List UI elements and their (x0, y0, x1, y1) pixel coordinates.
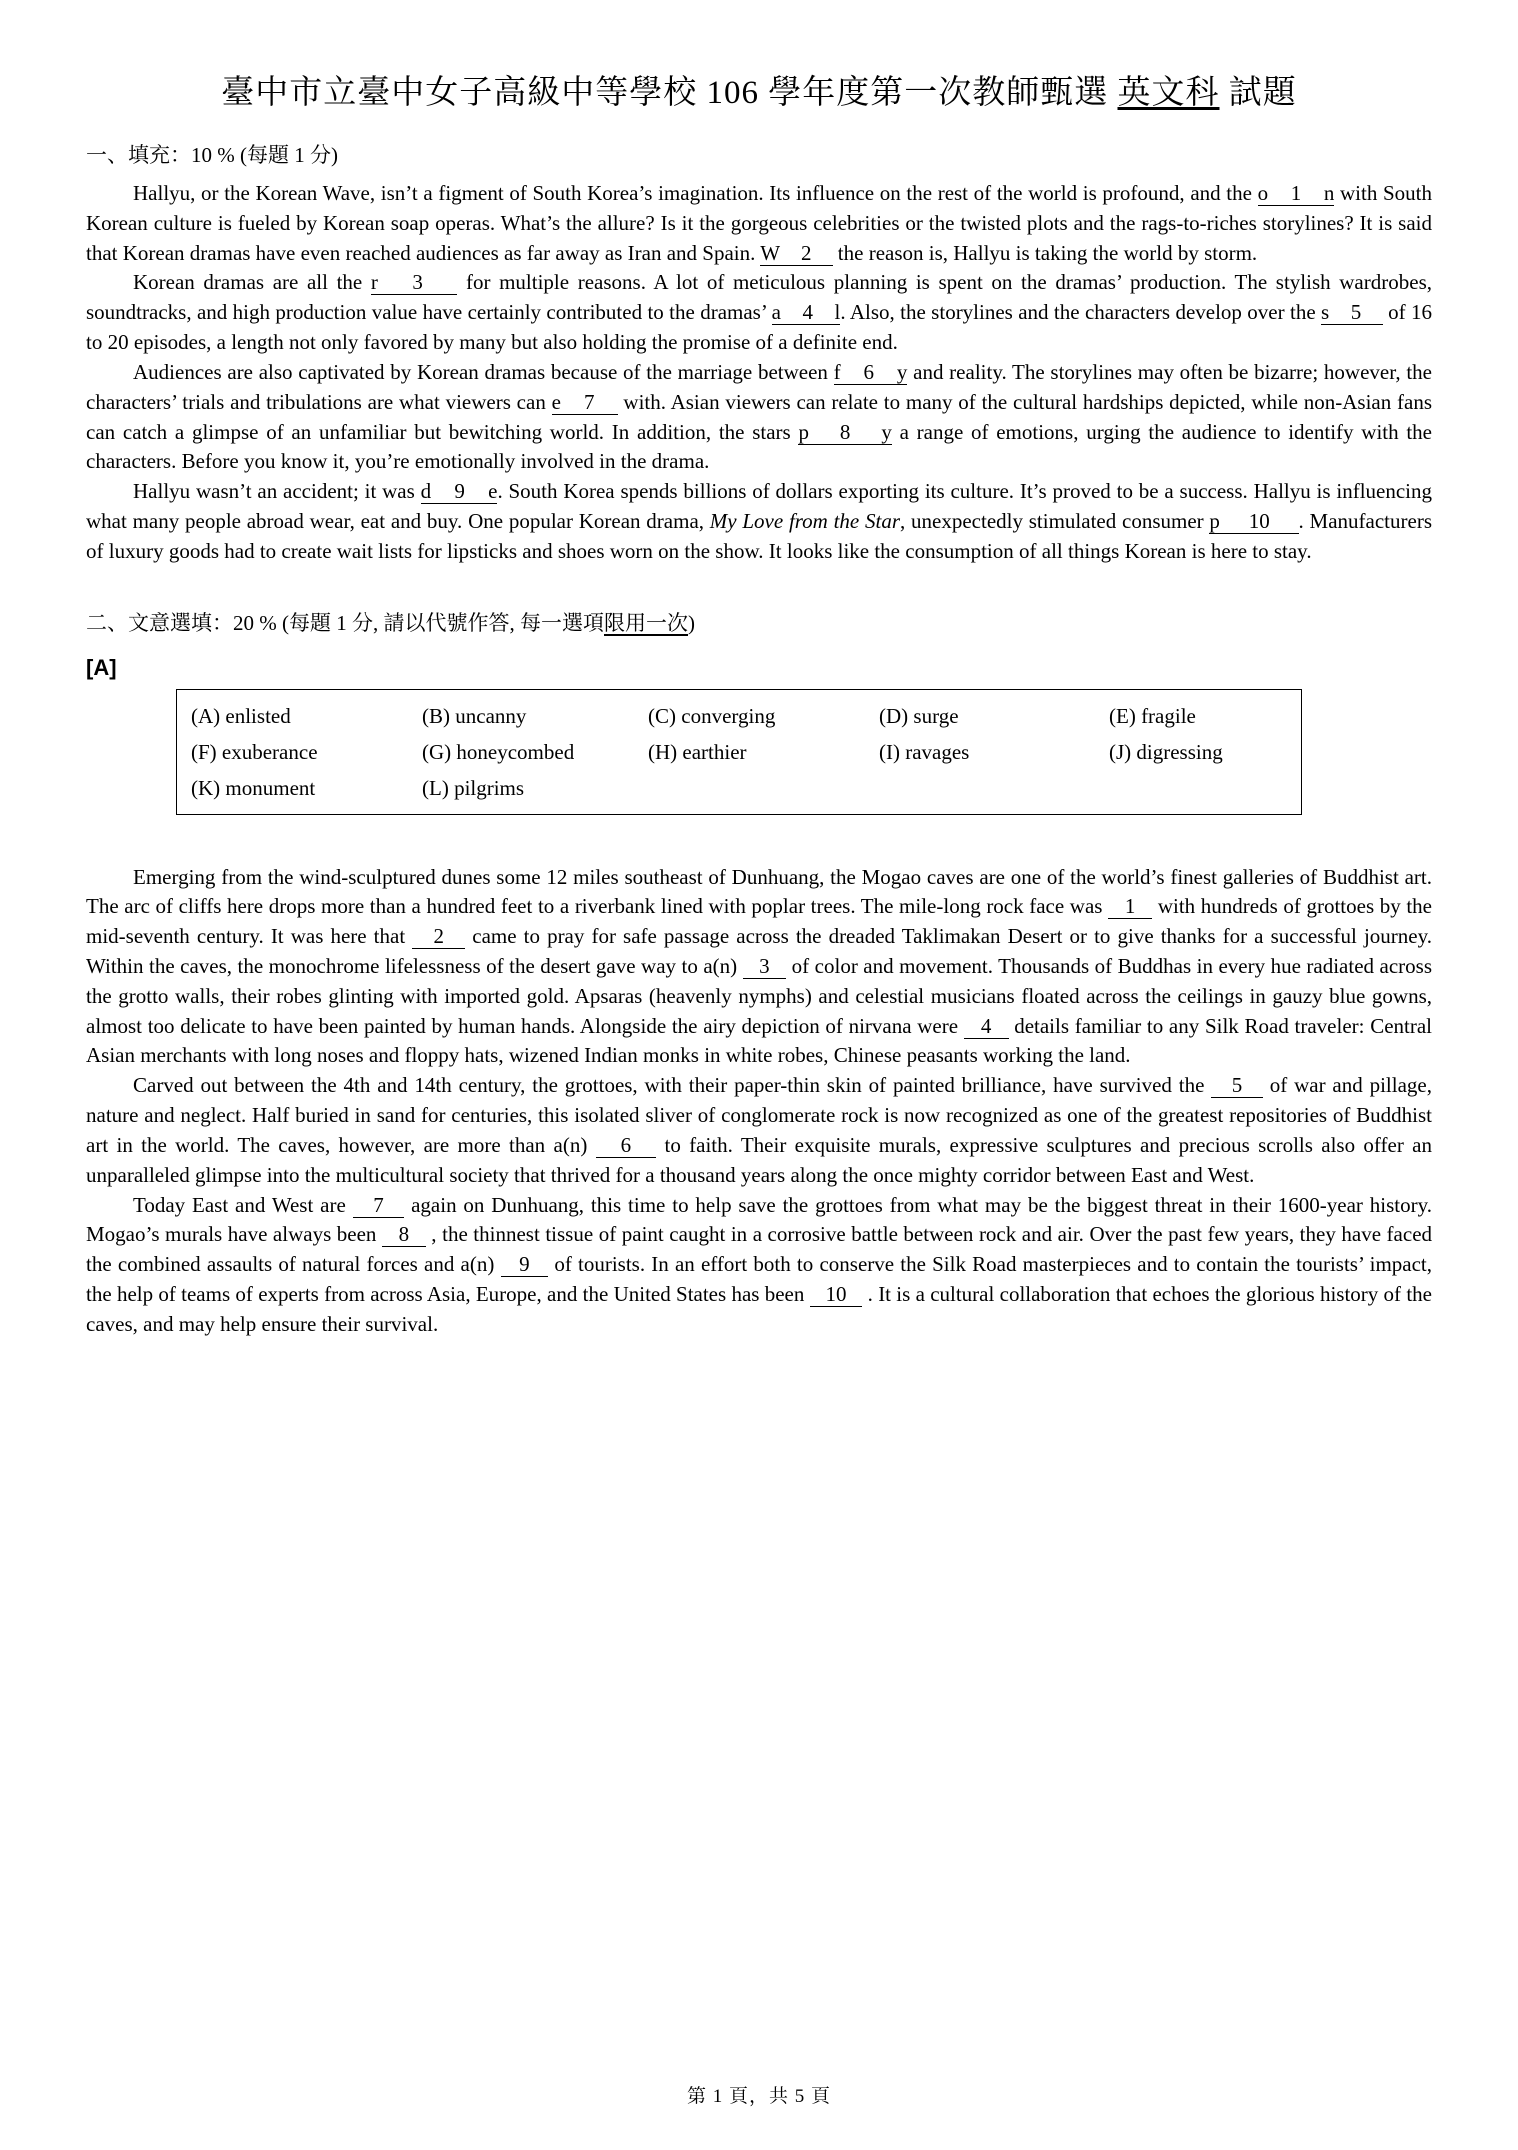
fill-in-blank: 6 (595, 1132, 657, 1157)
fill-in-blank: W 2 (760, 240, 833, 265)
text-run: of tourists. In an effort both to conserve the Silk Road masterpieces and to contain the tourists’ impact, the help of teams of experts from across Asia, Europe, and the United States has been (86, 1252, 1432, 1306)
fill-in-blank: 3 (742, 954, 787, 978)
text-run: to faith. Their exquisite murals, expressive sculptures and precious scrolls also offer an unparalleled glimpse into the multicultural society that thrived for a thousand years along the once mighty corridor between East and West. (86, 1132, 1433, 1187)
option-item: (E) fragile (1109, 703, 1196, 728)
fill-in-blank: e 7 (551, 389, 618, 414)
text-run: Audiences are also captivated by Korean dramas because of the marriage between (133, 359, 834, 384)
text-run: for multiple reasons. A lot of meticulous planning is spent on the dramas’ production. The stylish wardrobes, soundtracks, and high production value have certainly contributed to the dramas’ (86, 270, 1432, 325)
fill-in-blank: 4 (963, 1013, 1009, 1038)
fill-in-blank: r 3 (370, 270, 458, 295)
section2-heading (86, 607, 1432, 637)
text-run: of 16 to 20 episodes, a length not only favored by many but also holding the promise of a definite end. (86, 300, 1433, 355)
text-run: Emerging from the wind-sculptured dunes some 12 miles southeast of Dunhuang, the Mogao caves are one of the world’s finest galleries of Buddhist art. The arc of cliffs here drops more than a hundred feet to a riverbank lined with poplar trees. The mile-long rock face was (86, 864, 1432, 919)
text-run: of color and movement. Thousands of Buddhas in every hue radiated across the grotto walls, their robes glinting with imported gold. Apsaras (heavenly nymphs) and celestial musicians floated across the ceilings in gauzy blue gowns, almost too delicate to have been painted by human hands. Alongside the airy depiction of nirvana were (86, 954, 1433, 1038)
group-label-a: [A] (86, 654, 117, 680)
option-empty-cell (648, 770, 879, 806)
fill-in-blank: 7 (352, 1192, 405, 1217)
text-run: came to pray for safe passage across the dreaded Taklimakan Desert or to give thanks for a successful journey. Within the caves, the monochrome lifelessness of the desert gave way to a(n) (86, 924, 1432, 978)
underlined-text: 英文科 (1117, 75, 1220, 111)
text-run: the reason is, Hallyu is taking the world by storm. (832, 240, 1258, 265)
text-run: and reality. The storylines may often be bizarre; however, the characters’ trials and tribulations are what viewers can (86, 359, 1433, 414)
text-run: ) (688, 610, 695, 635)
text-run: 試題 (1219, 75, 1297, 111)
fill-in-blank: 2 (412, 924, 466, 949)
fill-in-blank: s 5 (1321, 300, 1383, 325)
passage-paragraph (86, 1071, 1432, 1190)
text-run: with hundreds of grottoes by the mid-seventh century. It was here that (86, 894, 1433, 949)
fill-in-blank: o 1 n (1257, 181, 1335, 205)
text-run: Hallyu, or the Korean Wave, isn’t a figment of South Korea’s imagination. Its influence on the rest of the world is profound, and the (133, 181, 1258, 205)
passage-paragraph (86, 863, 1432, 1072)
options-row (191, 698, 1287, 734)
fill-in-blank: 5 (1211, 1073, 1263, 1098)
text-run: Korean dramas are all the (133, 270, 371, 295)
text-run: . South Korea spends billions of dollars exporting its culture. It’s proved to be a success. Hallyu is influencing what many people abroad wear, eat and buy. One popular Korean drama, (86, 479, 1433, 533)
passage-paragraph (86, 268, 1432, 357)
italic-title-text: My Love from the Star (709, 508, 901, 533)
text-run: Today East and West are (133, 1192, 353, 1217)
option-empty-cell (1109, 770, 1287, 806)
fill-in-blank: p 10 (1209, 508, 1299, 533)
option-item: (L) pilgrims (422, 775, 525, 800)
passage-paragraph (86, 477, 1432, 566)
fill-in-blank: p 8 y (798, 419, 892, 444)
options-row (191, 770, 1287, 806)
page-footer: 第 1 頁，共 5 頁 (686, 2086, 831, 2107)
option-item: (F) exuberance (191, 739, 318, 764)
text-run: . Manufacturers of luxury goods had to create wait lists for lipsticks and shoes worn on the show. It looks like the consumption of all things Korean is here to stay. (86, 508, 1433, 563)
section1-passage (86, 179, 1432, 567)
passage-paragraph (86, 179, 1432, 268)
options-row (191, 734, 1287, 770)
option-item: (G) honeycombed (422, 739, 575, 764)
text-run: . It is a cultural collaboration that echoes the glorious history of the caves, and may help ensure their survival. (86, 1281, 1432, 1336)
option-item: (D) surge (879, 703, 959, 728)
option-item: (H) earthier (648, 739, 747, 764)
passage-paragraph (86, 1191, 1432, 1340)
text-run: 二、文意選填：20 % (每題 1 分, 請以代號作答, 每一選項 (86, 610, 604, 635)
text-run: , the thinnest tissue of paint caught in a corrosive battle between rock and air. Over the past few years, they have faced the combined assaults of natural forces and a(n) (86, 1222, 1433, 1277)
option-item: (I) ravages (879, 739, 970, 764)
options-box (176, 689, 1302, 815)
text-run: details familiar to any Silk Road traveler: Central Asian merchants with long noses and floppy hats, wizened Indian monks in white robes, Chinese peasants working the land. (86, 1013, 1432, 1068)
fill-in-blank: a 4 l (771, 300, 841, 325)
option-item: (B) uncanny (422, 703, 527, 728)
text-run: a range of emotions, urging the audience to identify with the characters. Before you know it, you’re emotionally involved in the drama. (86, 419, 1433, 474)
text-run: , unexpectedly stimulated consumer (900, 508, 1210, 533)
section2-passage (86, 863, 1432, 1340)
section-cloze (86, 607, 1432, 1340)
text-run: 臺中市立臺中女子高級中等學校 106 學年度第一次教師甄選 (221, 75, 1118, 111)
exam-title (86, 66, 1432, 113)
option-item: (C) converging (648, 703, 776, 728)
fill-in-blank: 8 (381, 1222, 426, 1247)
option-empty-cell (879, 770, 1109, 806)
text-run: with South Korean culture is fueled by Korean soap operas. What’s the allure? Is it the gorgeous celebrities or the twisted plots and the rags-to-riches storylines? It is said that Korean dramas have even reached audiences as far away as Iran and Spain. (86, 181, 1432, 265)
underlined-text: 限用一次 (604, 610, 688, 635)
section-fill-in-the-blank (86, 139, 1432, 567)
fill-in-blank: f 6 y (833, 359, 908, 384)
option-item: (J) digressing (1109, 739, 1223, 764)
passage-paragraph (86, 358, 1432, 477)
text-run: of war and pillage, nature and neglect. Half buried in sand for centuries, this isolated sliver of conglomerate rock is now recognized as one of the greatest repositories of Buddhist art in the world. The caves, however, are more than a(n) (86, 1073, 1432, 1157)
fill-in-blank: 9 (500, 1252, 549, 1277)
option-item: (K) monument (191, 775, 316, 800)
fill-in-blank: 10 (809, 1281, 863, 1306)
text-run: with. Asian viewers can relate to many of the cultural hardships depicted, while non-Asian fans can catch a glimpse of an unfamiliar but bewitching world. In addition, the stars (86, 389, 1433, 444)
text-run: Carved out between the 4th and 14th century, the grottoes, with their paper-thin skin of painted brilliance, have survived the (133, 1073, 1212, 1098)
section1-heading: 一、填充：10 % (每題 1 分) (86, 143, 338, 167)
text-run: Hallyu wasn’t an accident; it was (133, 479, 421, 504)
fill-in-blank: d 9 e (420, 479, 498, 504)
option-item: (A) enlisted (191, 703, 291, 728)
text-run: again on Dunhuang, this time to help save the grottoes from what may be the biggest threat in their 1600-year history. Mogao’s murals have always been (86, 1192, 1432, 1247)
fill-in-blank: 1 (1108, 894, 1153, 919)
text-run: . Also, the storylines and the characters develop over the (840, 300, 1322, 325)
